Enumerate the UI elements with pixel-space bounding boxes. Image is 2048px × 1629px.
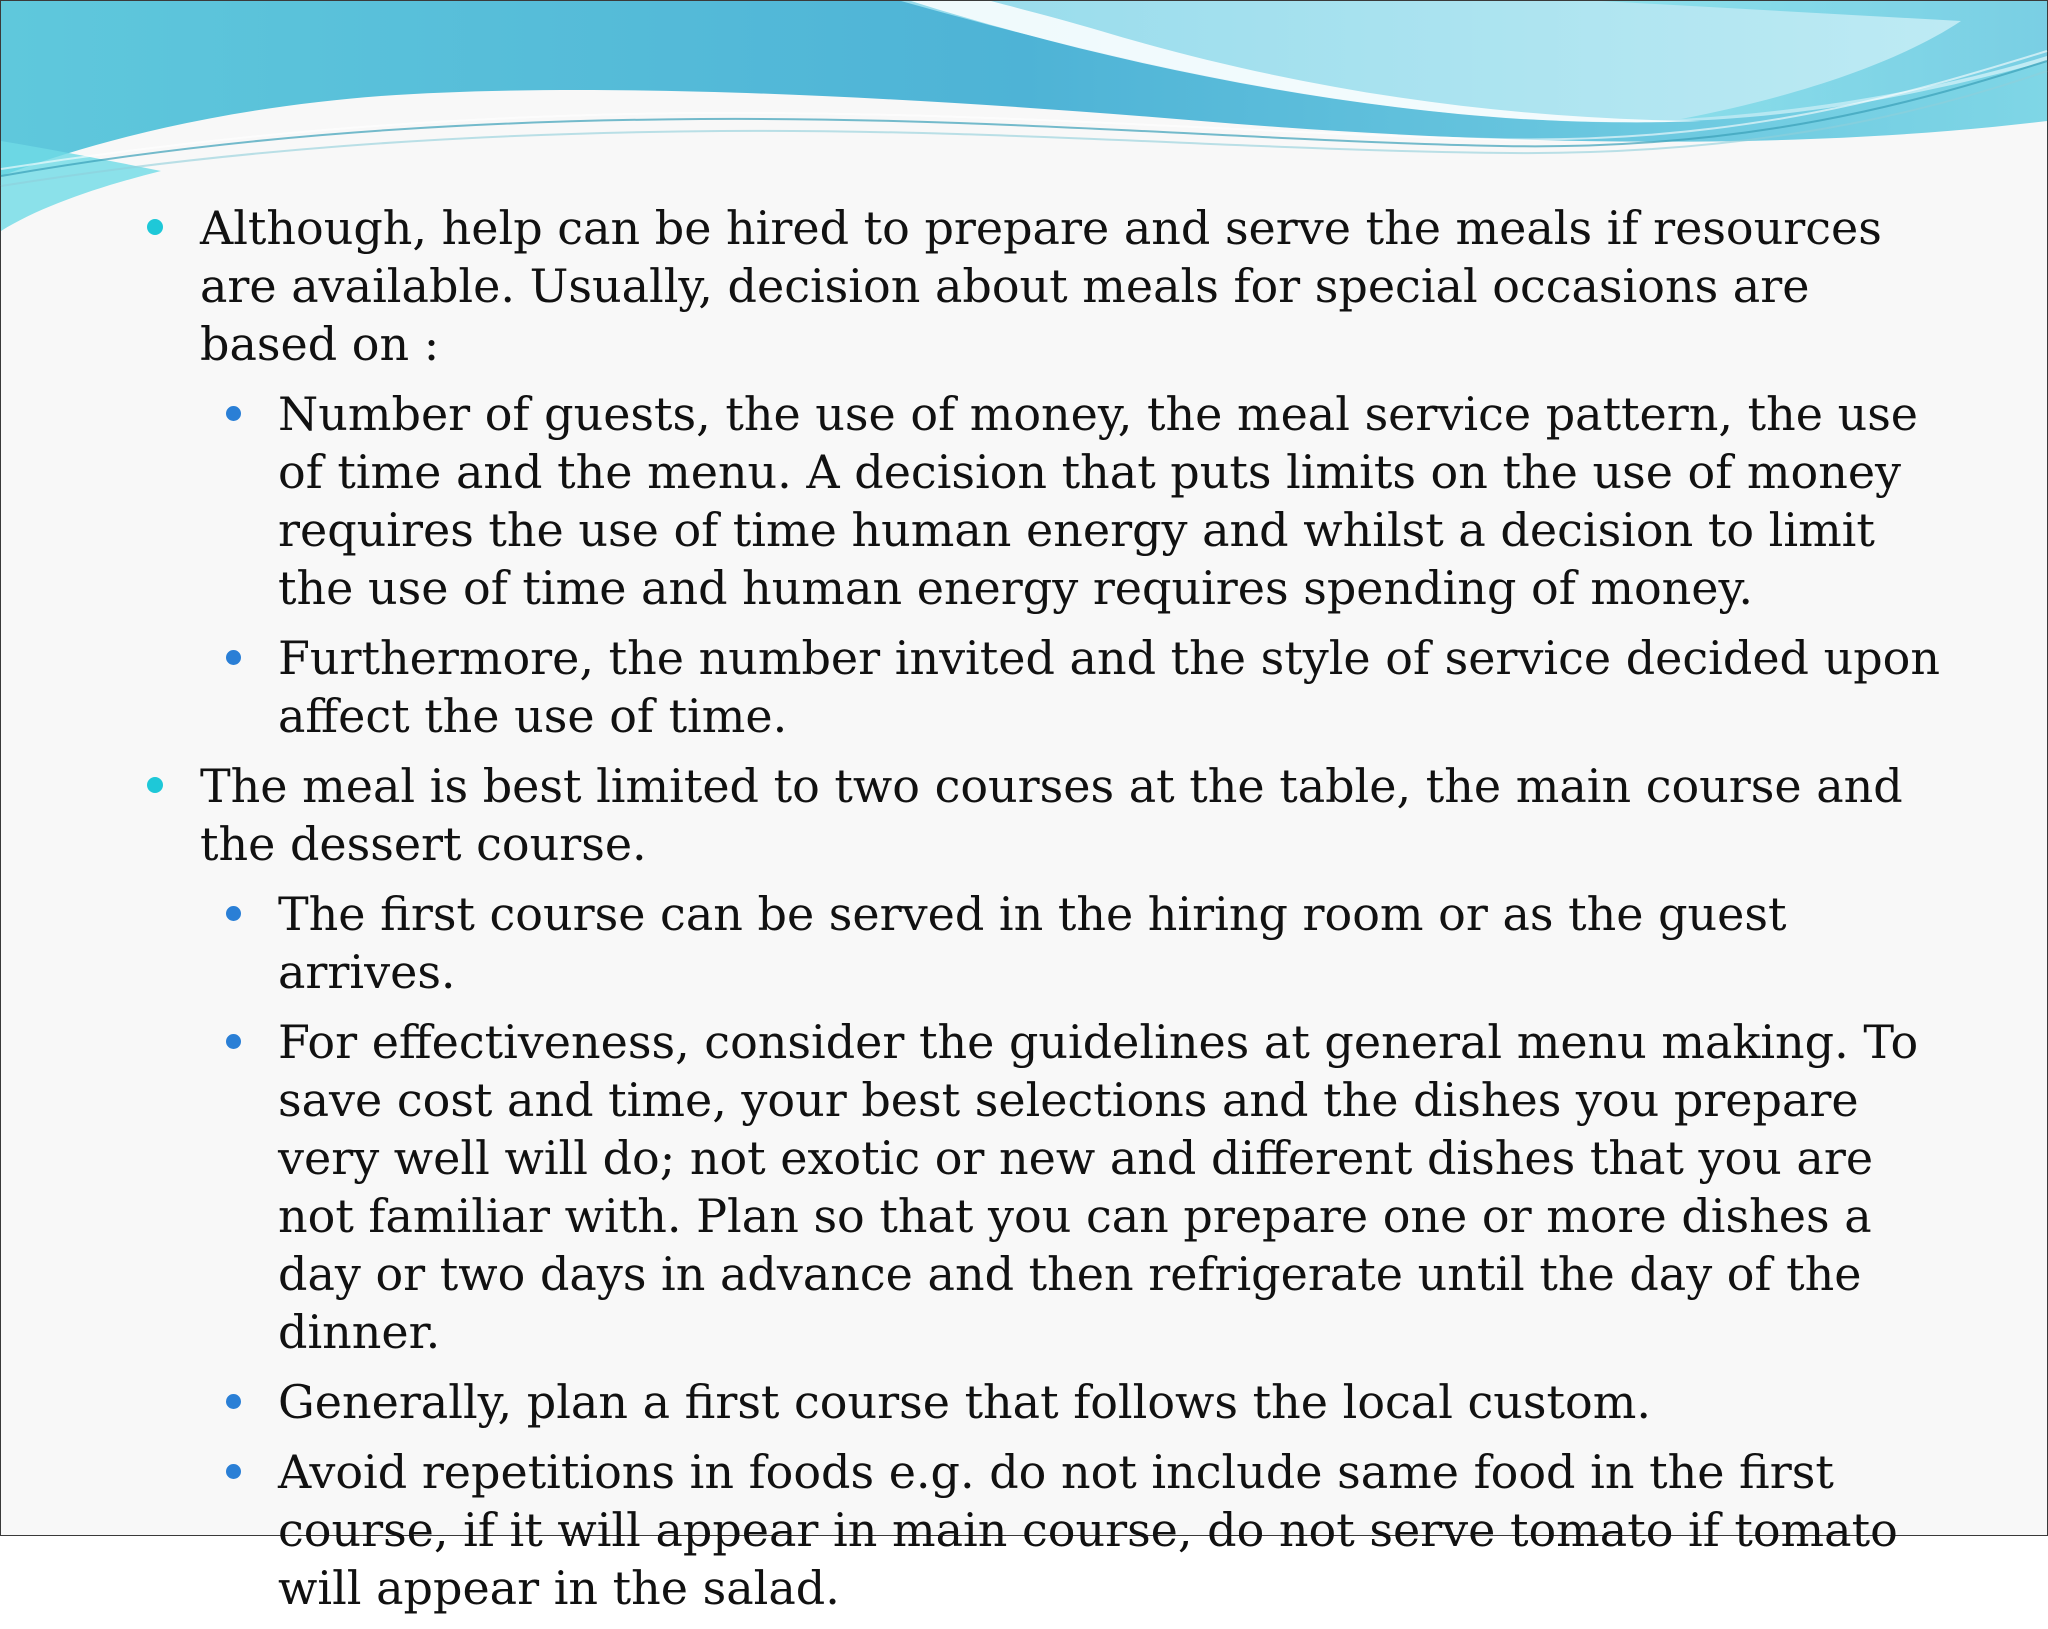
sub-bullet-text: Generally, plan a first course that follows the local custom. [278,1375,1651,1429]
bullet-text: Although, help can be hired to prepare and serve the meals if resources are available. Usually, decision about meals for special occasions are based on : [200,201,1882,371]
bullet-dot-icon [147,777,163,793]
sub-bullet-item [139,1443,1959,1617]
sub-bullet-text: For effectiveness, consider the guidelines at general menu making. To save cost and time, your best selections and the dishes you prepare very well will do; not exotic or new and different dishes that you are not familiar with. Plan so that you can prepare one or more dishes a day or two days in advance and then refrigerate until the day of the dinner. [278,1015,1919,1359]
sub-bullet-text: Avoid repetitions in foods e.g. do not include same food in the first course, if it will appear in main course, do not serve tomato if tomato will appear in the salad. [278,1445,1898,1615]
slide-body [139,199,1959,1629]
sub-bullet-dot-icon [226,906,241,921]
sub-bullet-dot-icon [226,1464,241,1479]
bullet-item [139,757,1959,873]
bullet-dot-icon [147,219,163,235]
sub-bullet-dot-icon [226,1394,241,1409]
sub-bullet-item [139,885,1959,1001]
sub-bullet-dot-icon [226,406,241,421]
bullet-text: The meal is best limited to two courses at the table, the main course and the dessert course. [200,759,1903,871]
sub-bullet-item [139,629,1959,745]
sub-bullet-text: Furthermore, the number invited and the style of service decided upon affect the use of time. [278,631,1940,743]
bullet-item [139,199,1959,373]
sub-bullet-text: The first course can be served in the hiring room or as the guest arrives. [278,887,1787,999]
sub-bullet-dot-icon [226,650,241,665]
sub-bullet-text: Number of guests, the use of money, the meal service pattern, the use of time and the menu. A decision that puts limits on the use of money requires the use of time human energy and whilst a decision to limit the use of time and human energy requires spending of money. [278,387,1919,615]
sub-bullet-dot-icon [226,1034,241,1049]
sub-bullet-item [139,1013,1959,1361]
sub-bullet-item [139,385,1959,617]
sub-bullet-item [139,1373,1959,1431]
